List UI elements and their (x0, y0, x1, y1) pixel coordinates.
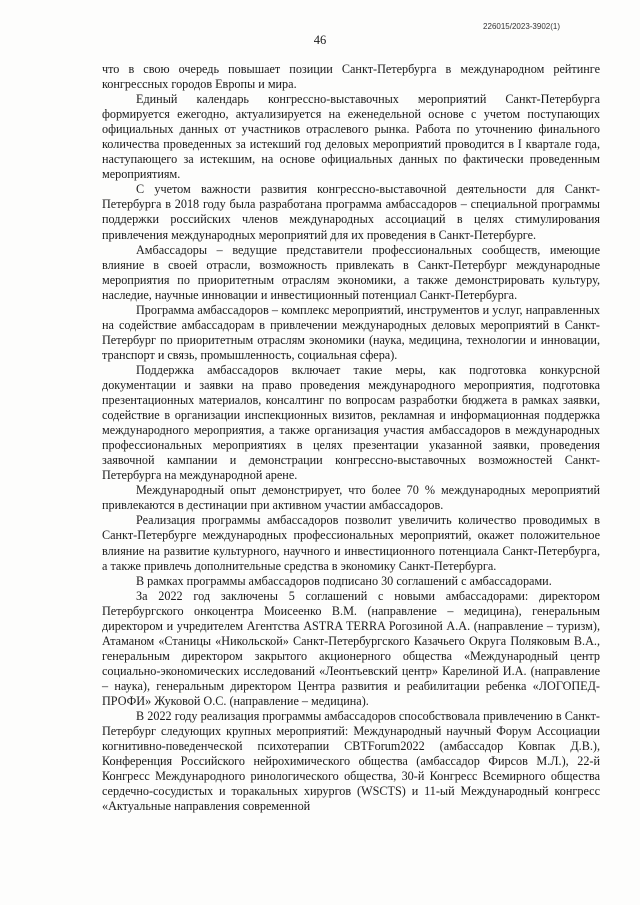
paragraph-events-2022: В 2022 году реализация программы амбассадоров способствовала привлечению в Санкт-Петербург следующих крупных мероприятий: Международный научный Форум Ассоциации когнитивно-поведенческой психотерапии CBTForum2022 (амбассадор Ковпак Д.В.), Конференция Российского нейрохимического общества (амбассадор Фирсов М.Л.), 22-й Конгресс Международного ринологического общества, 30-й Конгресс Всемирного общества сердечно-сосудистых и торакальных хирургов (WSCTS) и 11-ый Международный конгресс «Актуальные направления современной (102, 709, 600, 814)
document-body (102, 62, 600, 814)
paragraph-calendar: Единый календарь конгрессно-выставочных мероприятий Санкт-Петербурга формируется ежегодно, актуализируется на еженедельной основе с учетом поступающих официальных данных от участников отраслевого рынка. Работа по уточнению финального количества проведенных за истекший год деловых мероприятий проводится в I квартале года, наступающего за истекшим, на основе официальных данных по фактически проведенным мероприятиям. (102, 92, 600, 182)
paragraph-program-origin: С учетом важности развития конгрессно-выставочной деятельности для Санкт-Петербурга в 2018 году была разработана программа амбассадоров – специальной программы поддержки российских членов международных ассоциаций в целях стимулирования привлечения международных мероприятий для их проведения в Санкт-Петербурге. (102, 182, 600, 242)
paragraph-new-agreements-2022: За 2022 год заключены 5 соглашений с новыми амбассадорами: директором Петербургского онкоцентра Моисеенко В.М. (направление – медицина), генеральным директором и учредителем Агентства ASTRA TERRA Рогозиной А.А. (направление – туризм), Атаманом «Станицы «Никольской» Санкт-Петербургского Казачьего Округа Поляковым В.А., генеральным директором закрытого акционерного общества «Международный центр социально-экономических исследований «Леонтьевский центр» Карелиной И.А. (направление – наука), генеральным директором Центра развития и реабилитации ребенка «ЛОГОПЕД-ПРОФИ» Жуковой О.С. (направление – медицина). (102, 588, 600, 708)
page-number: 46 (313, 33, 327, 47)
paragraph-continuation: что в свою очередь повышает позиции Санкт-Петербурга в международном рейтинге конгрессных городов Европы и мира. (102, 62, 600, 92)
paragraph-program-impact: Реализация программы амбассадоров позволит увеличить количество проводимых в Санкт-Петербурге международных профессиональных мероприятий, окажет положительное влияние на развитие культурного, научного и инвестиционного потенциала Санкт-Петербурга, а также привлечь дополнительные средства в экономику Санкт-Петербурга. (102, 513, 600, 573)
paragraph-agreements-count: В рамках программы амбассадоров подписано 30 соглашений с амбассадорами. (136, 573, 552, 588)
document-id: 226015/2023-3902(1) (483, 22, 560, 31)
paragraph-international-experience: Международный опыт демонстрирует, что более 70 % международных мероприятий привлекаются в дестинации при активном участии амбассадоров. (102, 483, 600, 513)
paragraph-ambassadors-definition: Амбассадоры – ведущие представители профессиональных сообществ, имеющие влияние в своей отрасли, возможность привлекать в Санкт-Петербург международные мероприятия по приоритетным отраслям экономики, а также демонстрировать культуру, наследие, научные инновации и инвестиционный потенциал Санкт-Петербурга. (102, 242, 600, 302)
paragraph-support-measures: Поддержка амбассадоров включает такие меры, как подготовка конкурсной документации и заявки на право проведения международного мероприятия, подготовка презентационных материалов, консалтинг по вопросам разработки бюджета в рамках заявки, содействие в организации инспекционных визитов, рекламная и информационная поддержка международного мероприятия, а также организация участия амбассадоров в международных профессиональных мероприятиях в целях презентации указанной заявки, проведения заявочной кампании и демонстрации конгрессно-выставочных возможностей Санкт-Петербурга на международной арене. (102, 362, 600, 483)
paragraph-program-definition: Программа амбассадоров – комплекс мероприятий, инструментов и услуг, направленных на содействие амбассадорам в привлечении международных деловых мероприятий в Санкт-Петербург по приоритетным отраслям экономики (наука, медицина, технологии и инновации, транспорт и связь, промышленность, социальная сфера). (102, 302, 600, 362)
